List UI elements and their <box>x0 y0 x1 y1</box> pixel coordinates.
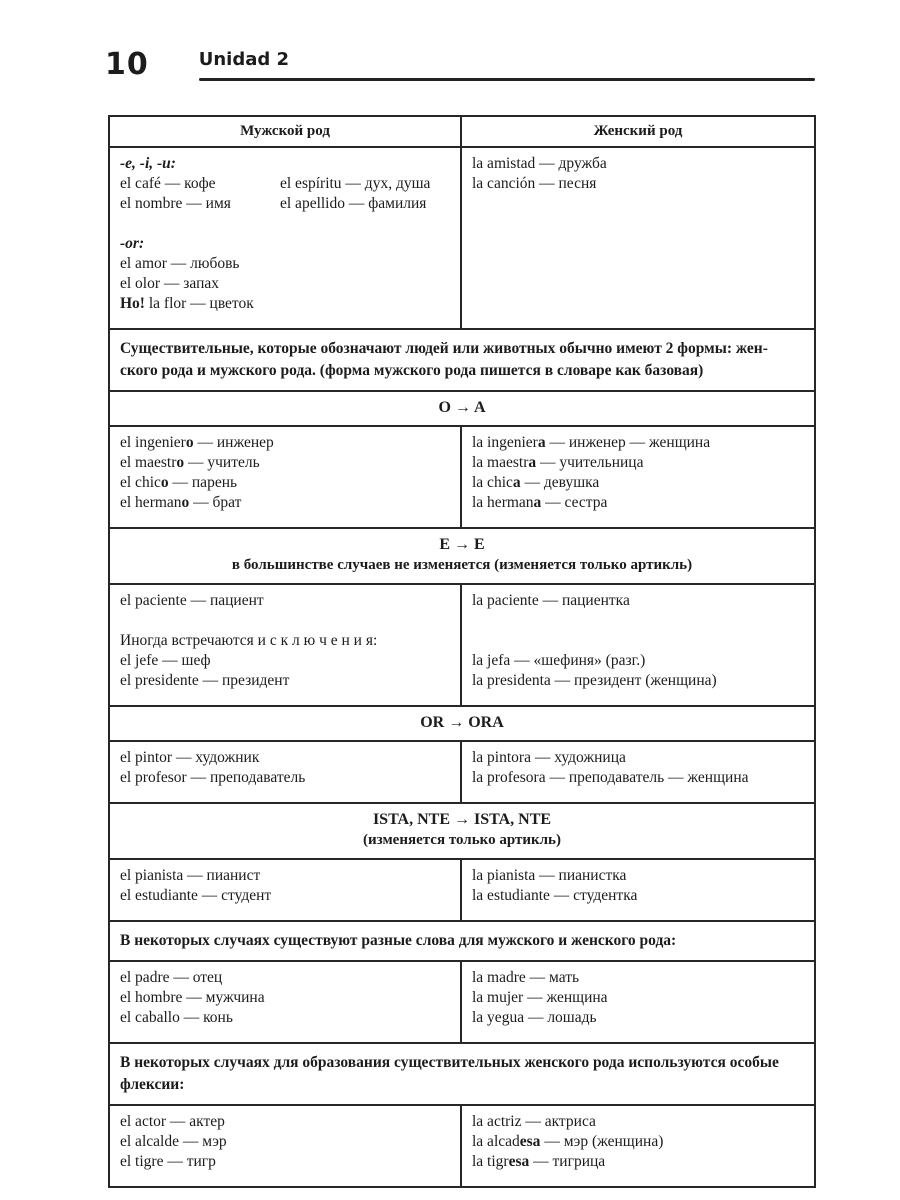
section-header-o-a <box>109 391 815 426</box>
text-line: el hombre — мужчина <box>120 989 265 1006</box>
text-line: la ingeniera — инженер — женщина <box>472 434 711 451</box>
cell-o-a-feminine <box>461 426 815 528</box>
blank-line <box>472 631 806 651</box>
page-header <box>105 47 815 82</box>
text-line: la alcadesa — мэр (женщина) <box>472 1133 664 1150</box>
note-different-words <box>109 921 815 961</box>
section-title-e-e: E → E <box>439 536 485 553</box>
text-line: la amistad — дружба <box>472 155 607 172</box>
text-line: la pianista — пианистка <box>472 867 627 884</box>
text-line: el tigre — тигр <box>120 1153 216 1170</box>
page-number: 10 <box>105 47 149 82</box>
text-line: el maestro — учитель <box>120 454 260 471</box>
text-line: la jefa — «шефиня» (разг.) <box>472 652 646 669</box>
cell-or-ora-feminine <box>461 741 815 803</box>
text-line: В некоторых случаях существуют разные слова для мужского и женского рода: <box>120 932 677 949</box>
note-special-flexions <box>109 1043 815 1105</box>
unit-header <box>199 50 815 81</box>
column-header-masculine: Мужской род <box>109 116 461 147</box>
section-row-e-e <box>109 528 815 584</box>
section-header-or-ora <box>109 706 815 741</box>
text-line: el jefe — шеф <box>120 652 211 669</box>
table-header-row <box>109 116 815 147</box>
cell-or-ora-masculine <box>109 741 461 803</box>
text-line: -e, -i, -u: <box>120 155 176 172</box>
text-line: el padre — отец <box>120 969 223 986</box>
header-underline <box>199 78 815 81</box>
row-different-words <box>109 961 815 1043</box>
text-line-right: el apellido — фамилия <box>280 195 427 212</box>
cell-endings-feminine <box>461 147 815 329</box>
text-line <box>120 194 452 214</box>
row-special-flexions <box>109 1105 815 1187</box>
text-line: el alcalde — мэр <box>120 1133 227 1150</box>
text-line: ского рода и мужского рода. (форма мужского рода пишется в словаре как базовая) <box>120 362 704 379</box>
text-line-left: el café — кофе <box>120 175 216 192</box>
section-header-ista-nte <box>109 803 815 859</box>
text-line-right: el espíritu — дух, душа <box>280 175 431 192</box>
blank-line <box>120 611 452 631</box>
note-row-special-flexions <box>109 1043 815 1105</box>
text-line: el pianista — пианист <box>120 867 261 884</box>
text-line: -or: <box>120 235 145 252</box>
text-line: el chico — парень <box>120 474 238 491</box>
text-line: el profesor — преподаватель <box>120 769 306 786</box>
text-line: la pintora — художница <box>472 749 626 766</box>
text-line: флексии: <box>120 1076 185 1093</box>
text-line: la tigresa — тигрица <box>472 1153 606 1170</box>
note-row-two-forms <box>109 329 815 391</box>
column-header-feminine: Женский род <box>461 116 815 147</box>
cell-ista-nte-masculine <box>109 859 461 921</box>
row-or-ora <box>109 741 815 803</box>
text-line: el ingeniero — инженер <box>120 434 274 451</box>
row-endings <box>109 147 815 329</box>
text-line: la actriz — актриса <box>472 1113 596 1130</box>
section-row-o-a <box>109 391 815 426</box>
text-line: el amor — любовь <box>120 255 240 272</box>
cell-e-e-feminine <box>461 584 815 706</box>
text-line: el hermano — брат <box>120 494 242 511</box>
text-line: el pintor — художник <box>120 749 260 766</box>
text-line: la madre — мать <box>472 969 580 986</box>
text-line: la chica — девушка <box>472 474 600 491</box>
text-line <box>120 174 452 194</box>
text-line: la presidenta — президент (женщина) <box>472 672 717 689</box>
text-line: la estudiante — студентка <box>472 887 638 904</box>
text-line: el estudiante — студент <box>120 887 272 904</box>
text-line: Но! la flor — цветок <box>120 295 254 312</box>
section-row-ista-nte <box>109 803 815 859</box>
text-line: la mujer — женщина <box>472 989 608 1006</box>
text-line: el actor — актер <box>120 1113 225 1130</box>
section-title-or-ora: OR → ORA <box>420 714 504 731</box>
gender-table <box>108 115 816 1188</box>
note-two-forms <box>109 329 815 391</box>
cell-o-a-masculine <box>109 426 461 528</box>
blank-line <box>472 611 806 631</box>
row-e-e <box>109 584 815 706</box>
text-line-left: el nombre — имя <box>120 195 231 212</box>
text-line: la canción — песня <box>472 175 597 192</box>
cell-endings-masculine <box>109 147 461 329</box>
section-row-or-ora <box>109 706 815 741</box>
text-line: la hermana — сестра <box>472 494 608 511</box>
note-row-different-words <box>109 921 815 961</box>
text-line: В некоторых случаях для образования существительных женского рода используются особые <box>120 1054 779 1071</box>
cell-ista-nte-feminine <box>461 859 815 921</box>
cell-different-words-feminine <box>461 961 815 1043</box>
text-line: la profesora — преподаватель — женщина <box>472 769 749 786</box>
text-line: el olor — запах <box>120 275 220 292</box>
text-line: la maestra — учительница <box>472 454 644 471</box>
blank-line <box>120 214 452 234</box>
unit-title: Unidad 2 <box>198 49 290 70</box>
text-line: la yegua — лошадь <box>472 1009 597 1026</box>
text-line: el paciente — пациент <box>120 592 264 609</box>
row-o-a <box>109 426 815 528</box>
text-line: el caballo — конь <box>120 1009 233 1026</box>
cell-e-e-masculine <box>109 584 461 706</box>
section-title-o-a: O → A <box>438 399 486 416</box>
text-line: la paciente — пациентка <box>472 592 630 609</box>
cell-special-flexions-feminine <box>461 1105 815 1187</box>
text-line: el presidente — президент <box>120 672 290 689</box>
text-line: Иногда встречаются и с к л ю ч е н и я: <box>120 632 378 649</box>
section-header-e-e <box>109 528 815 584</box>
row-ista-nte <box>109 859 815 921</box>
text-line: Существительные, которые обозначают людей или животных обычно имеют 2 формы: жен- <box>120 340 768 357</box>
section-subtitle-e-e: в большинстве случаев не изменяется (изменяется только артикль) <box>231 557 693 573</box>
section-title-ista-nte: ISTA, NTE → ISTA, NTE <box>372 811 552 828</box>
section-subtitle-ista-nte: (изменяется только артикль) <box>363 832 561 848</box>
cell-different-words-masculine <box>109 961 461 1043</box>
cell-special-flexions-masculine <box>109 1105 461 1187</box>
